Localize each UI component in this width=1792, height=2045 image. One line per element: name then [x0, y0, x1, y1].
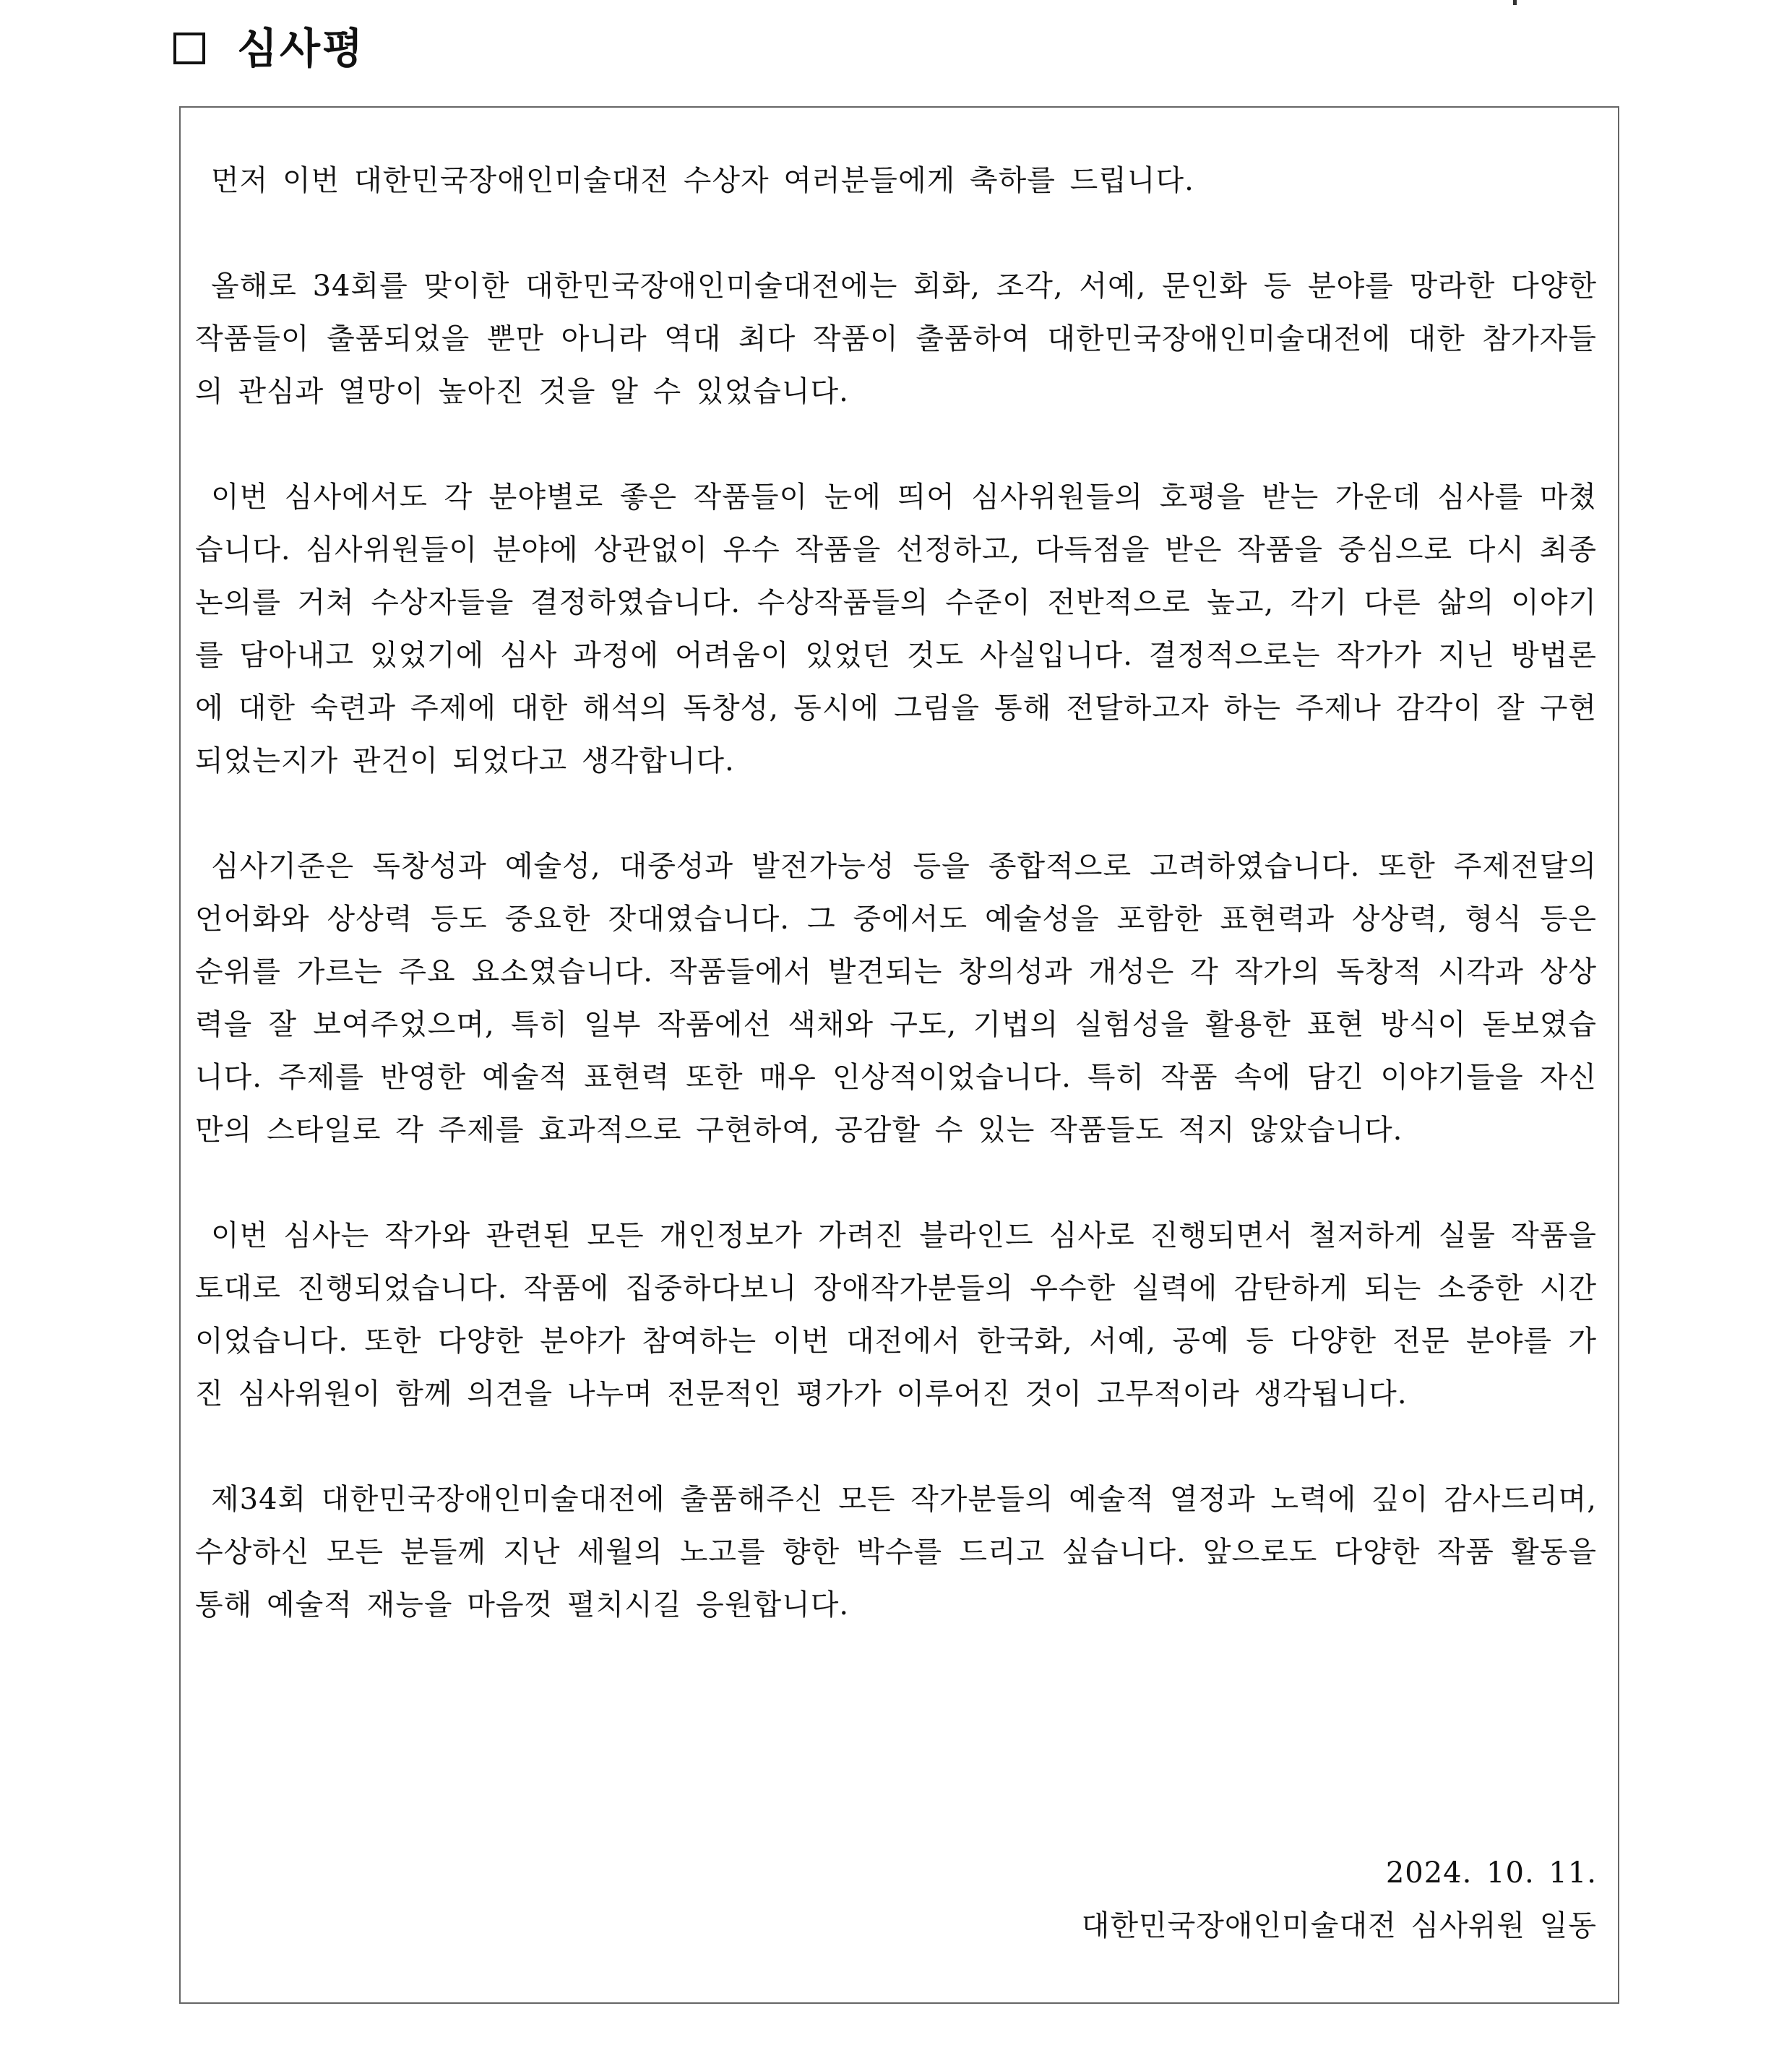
paragraph-judging-process: 이번 심사에서도 각 분야별로 좋은 작품들이 눈에 띄어 심사위원들의 호평을 받는 가운데 심사를 마쳤습니다. 심사위원들이 분야에 상관없이 우수 작품을 선정하고, 다득점을 받은 작품을 중심으로 다시 최종 논의를 거쳐 수상자들을 결정하였습니다. 수상작품들의 수준이 전반적으로 높고, 각기 다른 삶의 이야기를 담아내고 있었기에 심사 과정에 어려움이 있었던 것도 사실입니다. 결정적으로는 작가가 지닌 방법론에 대한 숙련과 주제에 대한 해석의 독창성, 동시에 그림을 통해 전달하고자 하는 주제나 감각이 잘 구현되었는지가 관건이 되었다고 생각합니다. — [195, 481, 1597, 778]
page-title: 심사평 — [237, 24, 366, 73]
paragraph-congratulations: 먼저 이번 대한민국장애인미술대전 수상자 여러분들에게 축하를 드립니다. — [211, 164, 1194, 197]
paragraph-blind-review: 이번 심사는 작가와 관련된 모든 개인정보가 가려진 블라인드 심사로 진행되면서 철저하게 실물 작품을 토대로 진행되었습니다. 작품에 집중하다보니 장애작가분들의 우수한 실력에 감탄하게 되는 소중한 시간이었습니다. 또한 다양한 분야가 참여하는 이번 대전에서 한국화, 서예, 공예 등 다양한 전문 분야를 가진 심사위원이 함께 의견을 나누며 전문적인 평가가 이루어진 것이 고무적이라 생각됩니다. — [195, 1219, 1597, 1411]
paragraph-overview: 올해로 34회를 맞이한 대한민국장애인미술대전에는 회화, 조각, 서예, 문인화 등 분야를 망라한 다양한 작품들이 출품되었을 뿐만 아니라 역대 최다 작품이 출품하여 대한민국장애인미술대전에 대한 참가자들의 관심과 열망이 높아진 것을 알 수 있었습니다. — [195, 270, 1597, 408]
section-heading — [173, 16, 365, 81]
checkbox-icon — [173, 33, 205, 64]
paragraph-closing: 제34회 대한민국장애인미술대전에 출품해주신 모든 작가분들의 예술적 열정과 노력에 깊이 감사드리며, 수상하신 모든 분들께 지난 세월의 노고를 향한 박수를 드리고 싶습니다. 앞으로도 다양한 작품 활동을 통해 예술적 재능을 마음껏 펼치시길 응원합니다. — [195, 1483, 1597, 1622]
signature-block — [1082, 1847, 1597, 1953]
signature-author: 대한민국장애인미술대전 심사위원 일동 — [1081, 1909, 1597, 1942]
page-corner-mark — [1513, 0, 1517, 5]
paragraph-criteria: 심사기준은 독창성과 예술성, 대중성과 발전가능성 등을 종합적으로 고려하였습니다. 또한 주제전달의 언어화와 상상력 등도 중요한 잣대였습니다. 그 중에서도 예술성을 포함한 표현력과 상상력, 형식 등은 순위를 가르는 주요 요소였습니다. 작품들에서 발견되는 창의성과 개성은 각 작가의 독창적 시각과 상상력을 잘 보여주었으며, 특히 일부 작품에선 색채와 구도, 기법의 실험성을 활용한 표현 방식이 돋보였습니다. 주제를 반영한 예술적 표현력 또한 매우 인상적이었습니다. 특히 작품 속에 담긴 이야기들을 자신만의 스타일로 각 주제를 효과적으로 구현하여, 공감할 수 있는 작품들도 적지 않았습니다. — [195, 850, 1597, 1147]
signature-date: 2024. 10. 11. — [1385, 1856, 1597, 1890]
review-body — [195, 155, 1597, 1632]
